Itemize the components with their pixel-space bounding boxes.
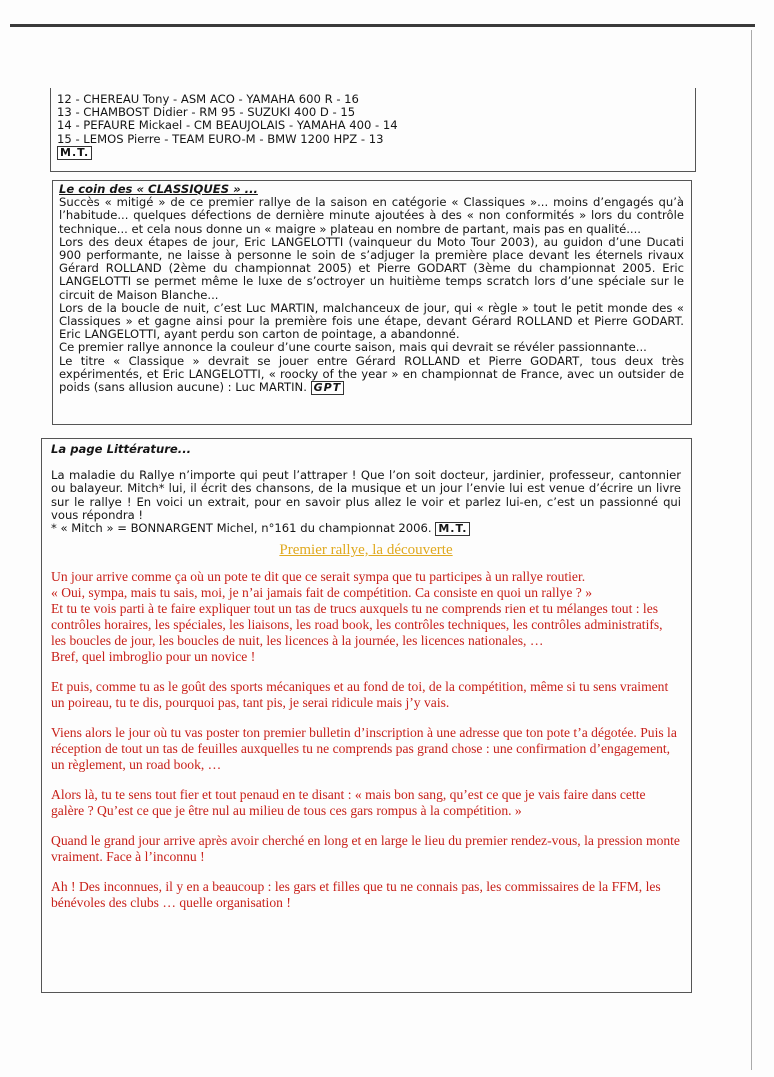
story-line: Un jour arrive comme ça où un pote te dit que ce serait sympa que tu participes à un rallye routier. <box>51 569 586 585</box>
result-line: 12 - CHEREAU Tony - ASM ACO - YAMAHA 600 R - 16 <box>57 92 359 106</box>
story-line: Quand le grand jour arrive après avoir cherché en long et en large le lieu du premier rendez-vous, la pression monte vraiment. Face à l’inconnu ! <box>51 833 680 865</box>
story-line: Viens alors le jour où tu vas poster ton premier bulletin d’inscription à une adresse que ton pote t’a dégotée. Puis la réception de tout un tas de feuilles auxquelles tu ne comprends pas grand chose : une confirmation d’engagement, un règlement, un road book, … <box>51 725 677 773</box>
classiques-paragraph-text: Le titre « Classique » devrait se jouer entre Gérard ROLLAND et Pierre GODART, tous deux très expérimentés, et Eric LANGELOTTI, « roocky of the year » en championnat de France, avec un outsider de poids (sans allusion aucune) : Luc MARTIN. <box>59 353 684 395</box>
litterature-footnote: * « Mitch » = BONNARGENT Michel, n°161 du championnat 2006. <box>51 521 432 536</box>
story-line: « Oui, sympa, mais tu sais, moi, je n’ai jamais fait de compétition. Ca consiste en quoi un rallye ? » <box>51 585 592 601</box>
story-line: Et puis, comme tu as le goût des sports mécaniques et au fond de toi, de la compétition, même si tu sens vraiment un poireau, tu te dis, pourquoi pas, tant pis, je serai ridicule mais j’y vais. <box>51 679 669 711</box>
classiques-paragraph: Lors de la boucle de nuit, c’est Luc MARTIN, malchanceux de jour, qui « règle » tout le petit monde des « Classiques » et gagne ainsi pour la première fois une étape, devant Gérard ROLLAND et Pierre GODART. Eric LANGELOTTI, ayant perdu son carton de pointage, a abandonné. <box>59 300 684 342</box>
results-list <box>57 93 398 160</box>
litterature-box <box>41 438 692 993</box>
right-margin-rule <box>751 30 752 1070</box>
story-line: Et tu te vois parti à te faire expliquer tout un tas de trucs auxquels tu ne comprends rien et tu mélanges tout : les contrôles horaires, les spéciales, les liaisons, les road book, les contrôles techniques, les contrôles administratifs, les boucles de jour, les boucles de nuit, les licences à la journée, les licences nationales, … <box>51 601 663 649</box>
classiques-paragraph: Ce premier rallye annonce la couleur d’une courte saison, mais qui devrait se révéler passionnante... <box>59 340 647 355</box>
classiques-title: Le coin des « CLASSIQUES » ... <box>59 182 258 196</box>
result-line: 15 - LEMOS Pierre - TEAM EURO-M - BMW 1200 HPZ - 13 <box>57 131 384 146</box>
story-line: Alors là, tu te sens tout fier et tout penaud en te disant : « mais bon sang, qu’est ce que je vais faire dans cette galère ? Qu’est ce que je être nul au milieu de tous ces gars rompus à la compétition. » <box>51 787 646 819</box>
story-line: Ah ! Des inconnues, il y en a beaucoup : les gars et filles que tu ne connais pas, les commissaires de la FFM, les bénévoles des clubs … quelle organisation ! <box>51 879 661 911</box>
classiques-paragraph <box>59 355 684 395</box>
story-title: Premier rallye, la découverte <box>279 542 453 559</box>
litterature-content <box>51 443 681 911</box>
classiques-signature: GPT <box>311 381 345 395</box>
classiques-paragraph: Lors des deux étapes de jour, Eric LANGELOTTI (vainqueur du Moto Tour 2003), au guidon d’une Ducati 900 performante, ne laisse à personne le soin de s’adjuger la première place devant les éternels rivaux Gérard ROLLAND (2ème du championnat 2005) et Pierre GODART (3ème du championnat 2005. Eric LANGELOTTI se permet même le luxe de s’octroyer un huitième temps scratch lors d’une spéciale sur le circuit de Maison Blanche... <box>59 234 684 302</box>
top-rule <box>10 24 755 27</box>
results-box <box>50 88 696 172</box>
results-signature: M.T. <box>57 146 92 160</box>
story-body <box>51 569 681 911</box>
classiques-content <box>59 183 684 395</box>
story-line: Bref, quel imbroglio pour un novice ! <box>51 649 256 665</box>
result-line: 13 - CHAMBOST Didier - RM 95 - SUZUKI 400 D - 15 <box>57 105 356 120</box>
litterature-title: La page Littérature... <box>51 442 192 456</box>
classiques-box <box>52 180 692 425</box>
litterature-intro: La maladie du Rallye n’importe qui peut l’attraper ! Que l’on soit docteur, jardinier, professeur, cantonnier ou balayeur. Mitch* lui, il écrit des chansons, de la musique et un jour l’envie lui est venue d’écrire un livre sur le rallye ! En voici un extrait, pour en savoir plus allez le voir et parlez lui-en, c’est un passionné qui vous répondra ! <box>51 468 681 522</box>
result-line: 14 - PEFAURE Mickael - CM BEAUJOLAIS - YAMAHA 400 - 14 <box>57 118 398 133</box>
classiques-paragraph: Succès « mitigé » de ce premier rallye de la saison en catégorie « Classiques »... moins d’engagés qu’à l’habitude... quelques défections de dernière minute ajoutées à des « non conformités » lors du contrôle technique... et cela nous donne un « maigre » plateau en nombre de partant, mais pas en qualité.... <box>59 195 684 236</box>
litterature-signature: M.T. <box>435 522 470 536</box>
litterature-footnote-line <box>51 522 681 536</box>
